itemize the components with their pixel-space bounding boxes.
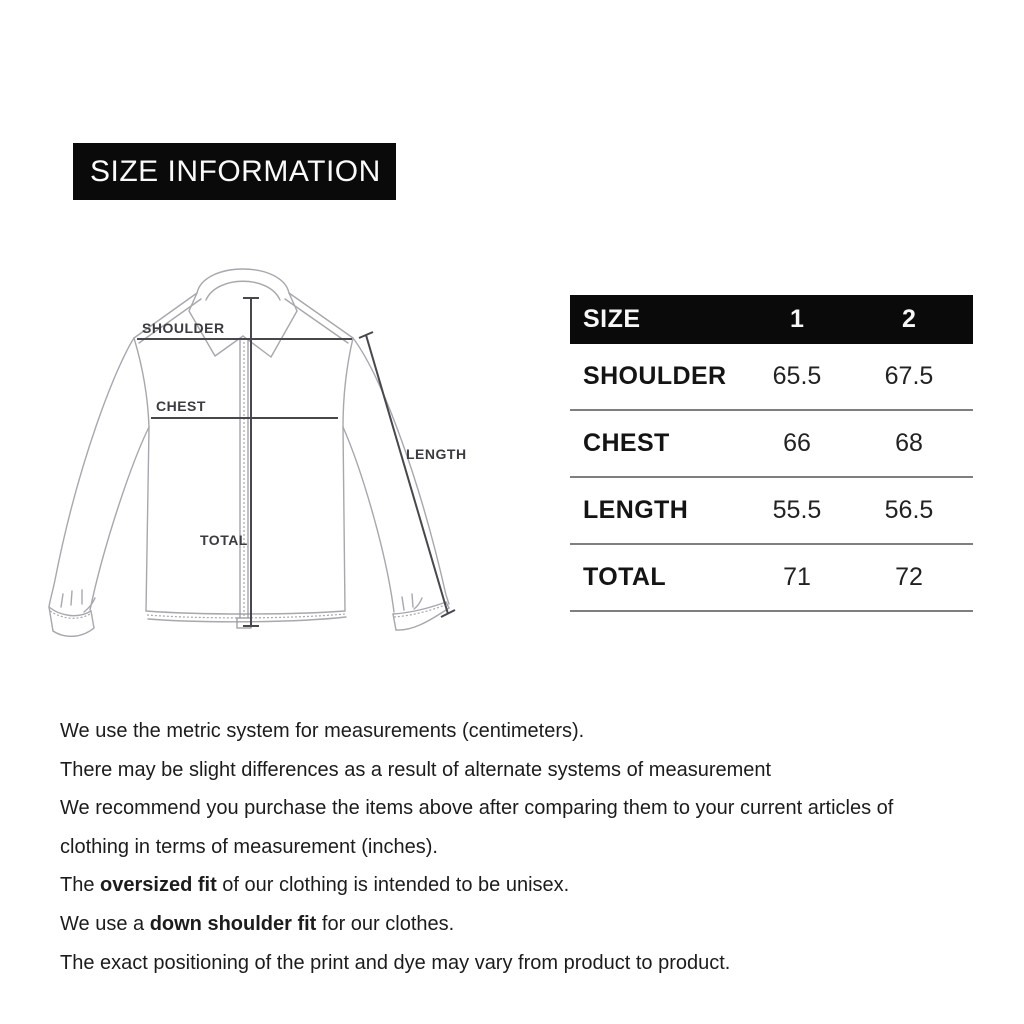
row-label: TOTAL bbox=[583, 563, 667, 591]
row-value-size2: 56.5 bbox=[884, 496, 934, 524]
note-line: We use the metric system for measurements (centimeters). bbox=[60, 720, 585, 742]
row-value-size1: 66 bbox=[783, 429, 811, 457]
note-line: We recommend you purchase the items above after comparing them to your current articles of bbox=[60, 797, 894, 820]
size-table bbox=[570, 295, 973, 612]
measurement-lines bbox=[137, 298, 455, 626]
row-value-size1: 71 bbox=[783, 563, 811, 591]
size-table-header-col1: 1 bbox=[790, 305, 804, 333]
table-row-length bbox=[570, 478, 973, 545]
note-line: clothing in terms of measurement (inches). bbox=[60, 835, 438, 858]
diagram-chest-label: CHEST bbox=[156, 398, 206, 414]
row-value-size2: 68 bbox=[895, 429, 923, 457]
row-label: SHOULDER bbox=[583, 362, 727, 390]
measurement-notes bbox=[60, 712, 990, 982]
note-line: The oversized fit of our clothing is intended to be unisex. bbox=[60, 874, 570, 897]
table-row-chest bbox=[570, 411, 973, 478]
diagram-length-label: LENGTH bbox=[406, 446, 467, 462]
row-value-size2: 72 bbox=[895, 563, 923, 591]
page-title-badge bbox=[73, 143, 396, 200]
jacket-outline-art bbox=[49, 269, 449, 636]
page-title: SIZE INFORMATION bbox=[90, 154, 381, 188]
row-value-size1: 55.5 bbox=[772, 496, 822, 524]
note-line: We use a down shoulder fit for our clothes. bbox=[60, 912, 455, 935]
size-table-header-size: SIZE bbox=[583, 305, 641, 333]
note-line: There may be slight differences as a result of alternate systems of measurement bbox=[60, 758, 772, 781]
table-row-total bbox=[570, 545, 973, 612]
note-line: The exact positioning of the print and dye may vary from product to product. bbox=[60, 951, 731, 974]
jacket-measurement-diagram bbox=[40, 250, 485, 670]
size-table-header-col2: 2 bbox=[902, 305, 916, 333]
row-value-size1: 65.5 bbox=[772, 362, 822, 390]
diagram-shoulder-label: SHOULDER bbox=[142, 320, 225, 336]
table-row-shoulder bbox=[570, 344, 973, 411]
row-value-size2: 67.5 bbox=[884, 362, 934, 390]
size-table-header bbox=[570, 295, 973, 344]
diagram-total-label: TOTAL bbox=[200, 532, 248, 548]
row-label: LENGTH bbox=[583, 496, 689, 524]
row-label: CHEST bbox=[583, 429, 670, 457]
